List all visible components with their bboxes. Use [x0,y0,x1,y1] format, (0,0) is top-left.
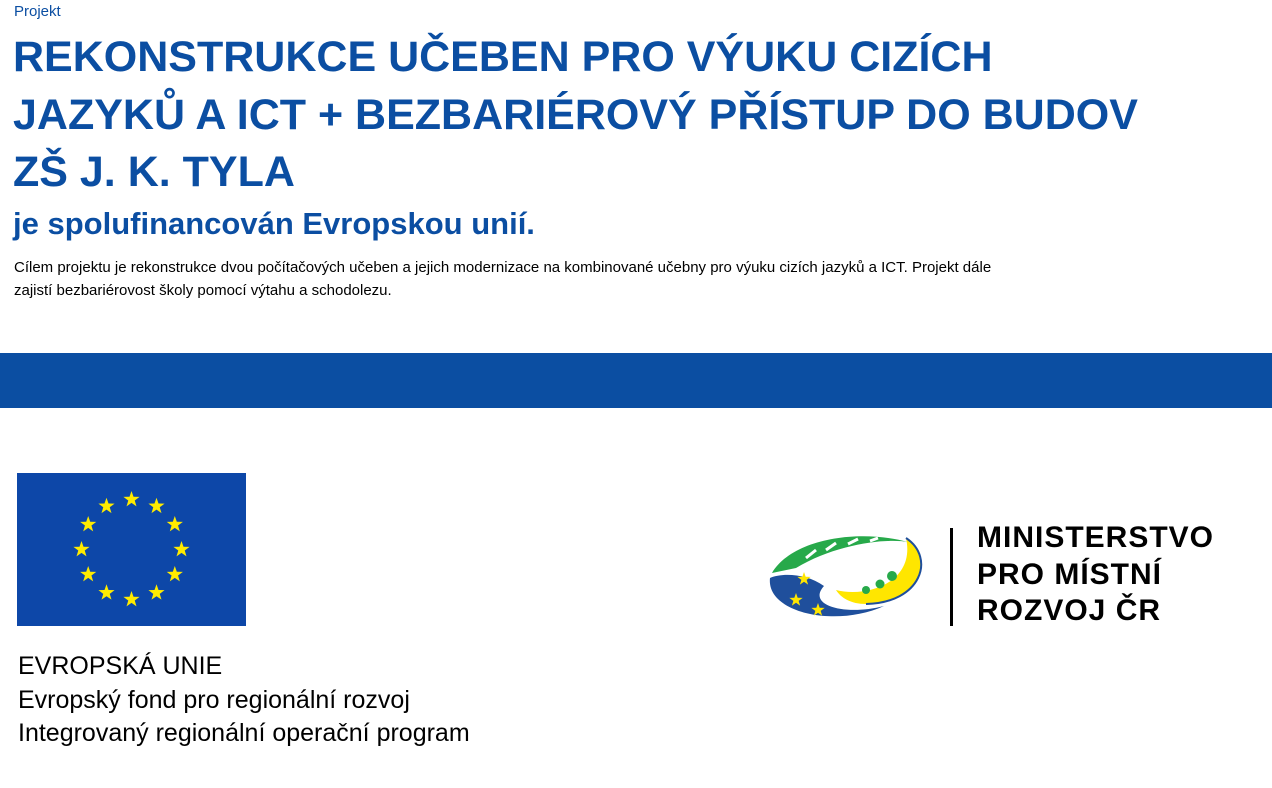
project-title-line: REKONSTRUKCE UČEBEN PRO VÝUKU CIZÍCH [13,33,993,81]
ministry-name-line: PRO MÍSTNÍ [977,557,1163,591]
emblem-tree [887,571,897,581]
ministry-divider [950,528,953,626]
blue-band [0,353,1272,408]
emblem-green-arc [772,536,908,573]
project-label: Projekt [14,3,61,20]
project-title-line: JAZYKŮ A ICT + BEZBARIÉROVÝ PŘÍSTUP DO BUDOV [13,90,1138,139]
eu-fund-name: Evropský fond pro regionální rozvoj [18,685,410,714]
description-line: Cílem projektu je rekonstrukce dvou počítačových učeben a jejich modernizace na kombinované učebny pro výuku cizích jazyků a ICT. Projekt dále [14,259,992,276]
eu-program-name: Integrovaný regionální operační program [18,719,470,747]
emblem-yellow-crescent [836,538,921,604]
emblem-tree [862,586,870,594]
mmr-emblem-icon [766,528,926,623]
ministry-name [977,520,1214,630]
project-subtitle: je spolufinancován Evropskou unií. [13,206,535,241]
project-description [14,256,1214,302]
eu-name: EVROPSKÁ UNIE [18,652,223,680]
emblem-tree [876,580,885,589]
description-line: zajistí bezbariérovost školy pomocí výtahu a schodolezu. [14,282,392,299]
ministry-name-line: ROZVOJ ČR [977,594,1162,627]
eu-text-block [18,650,470,751]
ministry-name-line: MINISTERSTVO [977,521,1215,554]
project-title [13,29,1243,202]
project-title-line: ZŠ J. K. TYLA [13,148,295,196]
eu-flag-icon [17,473,246,626]
